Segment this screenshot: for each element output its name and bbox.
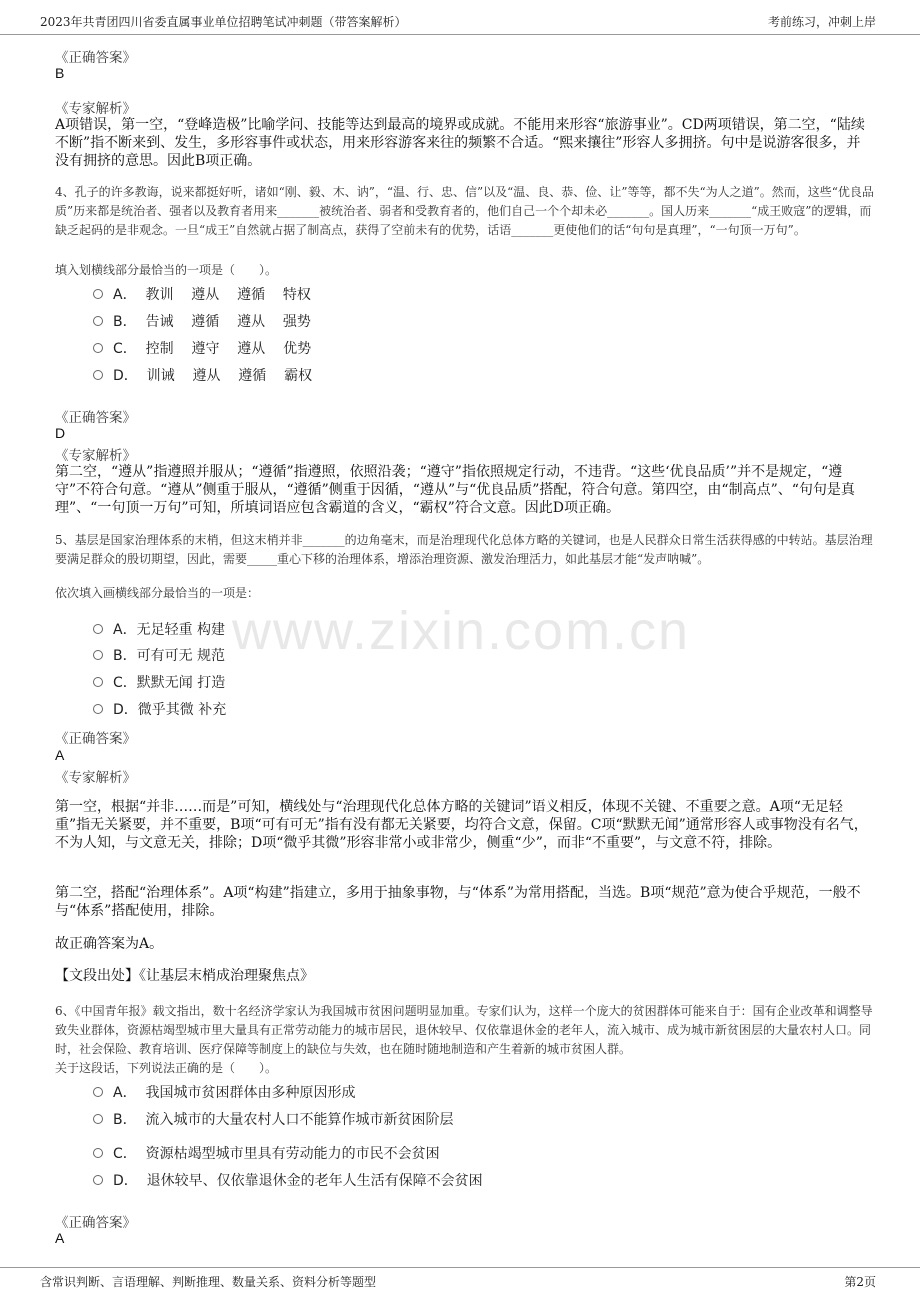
radio-button-icon[interactable] — [93, 343, 103, 353]
q6-option-a[interactable] — [93, 1082, 355, 1102]
footer-categories: 含常识判断、言语理解、判断推理、数量关系、资料分析等题型 — [40, 1275, 377, 1289]
q5-option-d-text: D．微乎其微 补充 — [113, 702, 227, 718]
q5-prompt: 依次填入画横线部分最恰当的一项是： — [55, 586, 260, 600]
q4-stem: 4、孔子的许多教诲，说来都挺好听，诸如“刚、毅、木、讷”，“温、行、忠、信”以及“温、良、恭、俭、让”等等，都不失“为人之道”。然而，这些“优良品质”历来都是统治者、强者以及教育者用来_______被统治者、弱者和受教育者的，他们自己一个个却未必_______。国人历来_______“成王败寇”的逻辑，而缺乏起码的是非观念。一旦“成王”自然就占据了制高点，获得了空前未有的优势，话语_______更使他们的话“句句是真理”，“一句顶一万句”。 — [55, 185, 874, 237]
radio-button-icon[interactable] — [93, 1114, 103, 1124]
q5-analysis-p2: 第二空，搭配“治理体系”。A项“构建”指建立，多用于抽象事物，与“体系”为常用搭配，当选。B项“规范”意为使合乎规范，一般不与“体系”搭配使用，排除。 — [55, 885, 861, 919]
q6-answer: A — [55, 1230, 65, 1246]
q5-answer: A — [55, 747, 65, 763]
correct-answer-label: 《正确答案》 — [55, 1215, 136, 1231]
radio-button-icon[interactable] — [93, 370, 103, 380]
watermark: www.zixin.com.cn — [232, 601, 691, 661]
correct-answer-label: 《正确答案》 — [55, 731, 136, 747]
q6-option-d[interactable] — [93, 1170, 483, 1190]
q5-analysis-p1: 第一空，根据“并非……而是”可知，横线处与“治理现代化总体方略的关键词”语义相反，体现不关键、不重要之意。A项“无足轻重”指无关紧要，并不重要，B项“可有可无”指有没有都无关紧要，均符合文意，保留。C项“默默无闻”通常形容人或事物没有名气，不为人知，与文意无关，排除；D项“微乎其微”形容非常小或非常少，侧重“少”，而非“不重要”，与文意不符，排除。 — [55, 799, 868, 851]
q5-option-c-text: C．默默无闻 打造 — [113, 675, 226, 691]
radio-button-icon[interactable] — [93, 624, 103, 634]
radio-button-icon[interactable] — [93, 1148, 103, 1158]
q6-option-a-text: A． 我国城市贫困群体由多种原因形成 — [113, 1085, 356, 1101]
page-footer — [0, 1267, 920, 1303]
q3-answer: B — [55, 65, 65, 81]
q4-option-c-text: C． 控制 遵守 遵从 优势 — [113, 341, 312, 357]
q4-option-c[interactable] — [93, 338, 311, 358]
q5-option-d[interactable] — [93, 699, 226, 719]
q4-prompt: 填入划横线部分最恰当的一项是（ ）。 — [55, 263, 278, 277]
q5-analysis-p3: 故正确答案为A。 — [55, 936, 164, 952]
correct-answer-label: 《正确答案》 — [55, 410, 136, 426]
radio-button-icon[interactable] — [93, 677, 103, 687]
radio-button-icon[interactable] — [93, 650, 103, 660]
page-number: 第2页 — [844, 1275, 876, 1289]
q4-option-d[interactable] — [93, 365, 312, 385]
radio-button-icon[interactable] — [93, 316, 103, 326]
q5-option-a-text: A．无足轻重 构建 — [113, 622, 226, 638]
q5-option-b-text: B．可有可无 规范 — [113, 648, 226, 664]
radio-button-icon[interactable] — [93, 1175, 103, 1185]
q6-option-c[interactable] — [93, 1143, 440, 1163]
expert-analysis-label: 《专家解析》 — [55, 448, 136, 464]
radio-button-icon[interactable] — [93, 704, 103, 714]
page-header — [0, 0, 920, 35]
correct-answer-label: 《正确答案》 — [55, 50, 136, 66]
q6-option-c-text: C． 资源枯竭型城市里具有劳动能力的市民不会贫困 — [113, 1146, 440, 1162]
q4-answer: D — [55, 425, 66, 441]
q5-source: 【文段出处】《让基层末梢成治理聚焦点》 — [55, 968, 314, 984]
q4-option-b-text: B． 告诫 遵循 遵从 强势 — [113, 314, 311, 330]
q6-option-b-text: B． 流入城市的大量农村人口不能算作城市新贫困阶层 — [113, 1112, 454, 1128]
q6-prompt: 关于这段话，下列说法正确的是（ ）。 — [55, 1061, 278, 1075]
q5-option-a[interactable] — [93, 619, 225, 639]
q4-option-a-text: A． 教训 遵从 遵循 特权 — [113, 287, 311, 303]
header-slogan: 考前练习，冲刺上岸 — [767, 15, 876, 29]
q4-option-d-text: D． 训诫 遵从 遵循 霸权 — [113, 368, 313, 384]
q5-option-b[interactable] — [93, 645, 225, 665]
document-title: 2023年共青团四川省委直属事业单位招聘笔试冲刺题（带答案解析） — [40, 15, 407, 29]
q3-analysis: A项错误，第一空，“登峰造极”比喻学问、技能等达到最高的境界或成就。不能用来形容“旅游事业”。CD两项错误，第二空，“陆续不断”指不断来到、发生，多形容事件或状态，用来形容游客来往的频繁不合适。“熙来攘往”形容人多拥挤。句中是说游客很多，并没有拥挤的意思。因此B项正确。 — [55, 117, 865, 169]
q6-option-d-text: D． 退休较早、仅依靠退休金的老年人生活有保障不会贫困 — [113, 1173, 483, 1189]
q4-analysis: 第二空，“遵从”指遵照并服从；“遵循”指遵照，依照沿袭；“遵守”指依照规定行动，不违背。“这些‘优良品质’”并不是规定，“遵守”不符合句意。“遵从”侧重于服从，“遵循”侧重于因循，“遵从”与“优良品质”搭配，符合句意。第四空，由“制高点”、“句句是真理”、“一句顶一万句”可知，所填词语应包含霸道的含义，“霸权”符合文意。因此D项正确。 — [55, 464, 855, 516]
q4-option-a[interactable] — [93, 284, 311, 304]
q6-option-b[interactable] — [93, 1109, 454, 1129]
q4-option-b[interactable] — [93, 311, 311, 331]
expert-analysis-label: 《专家解析》 — [55, 101, 136, 117]
q6-stem: 6、《中国青年报》载文指出，数十名经济学家认为我国城市贫困问题明显加重。专家们认为，这样一个庞大的贫困群体可能来自于：国有企业改革和调整导致失业群体，资源枯竭型城市里大量具有正常劳动能力的城市居民，退休较早、仅依靠退休金的老年人，流入城市、成为城市新贫困层的大量农村人口。同时，社会保险、教育培训、医疗保障等制度上的缺位与失效，也在随时随地制造和产生着新的城市贫困人群。 — [55, 1004, 873, 1056]
radio-button-icon[interactable] — [93, 1087, 103, 1097]
expert-analysis-label: 《专家解析》 — [55, 770, 136, 786]
q5-option-c[interactable] — [93, 672, 225, 692]
q5-stem: 5、基层是国家治理体系的末梢，但这末梢并非_______的边角毫末，而是治理现代化总体方略的关键词，也是人民群众日常生活获得感的中转站。基层治理要满足群众的殷切期望，因此，需要_____重心下移的治理体系，增添治理资源、激发治理活力，如此基层才能“发声呐喊”。 — [55, 533, 873, 566]
radio-button-icon[interactable] — [93, 289, 103, 299]
